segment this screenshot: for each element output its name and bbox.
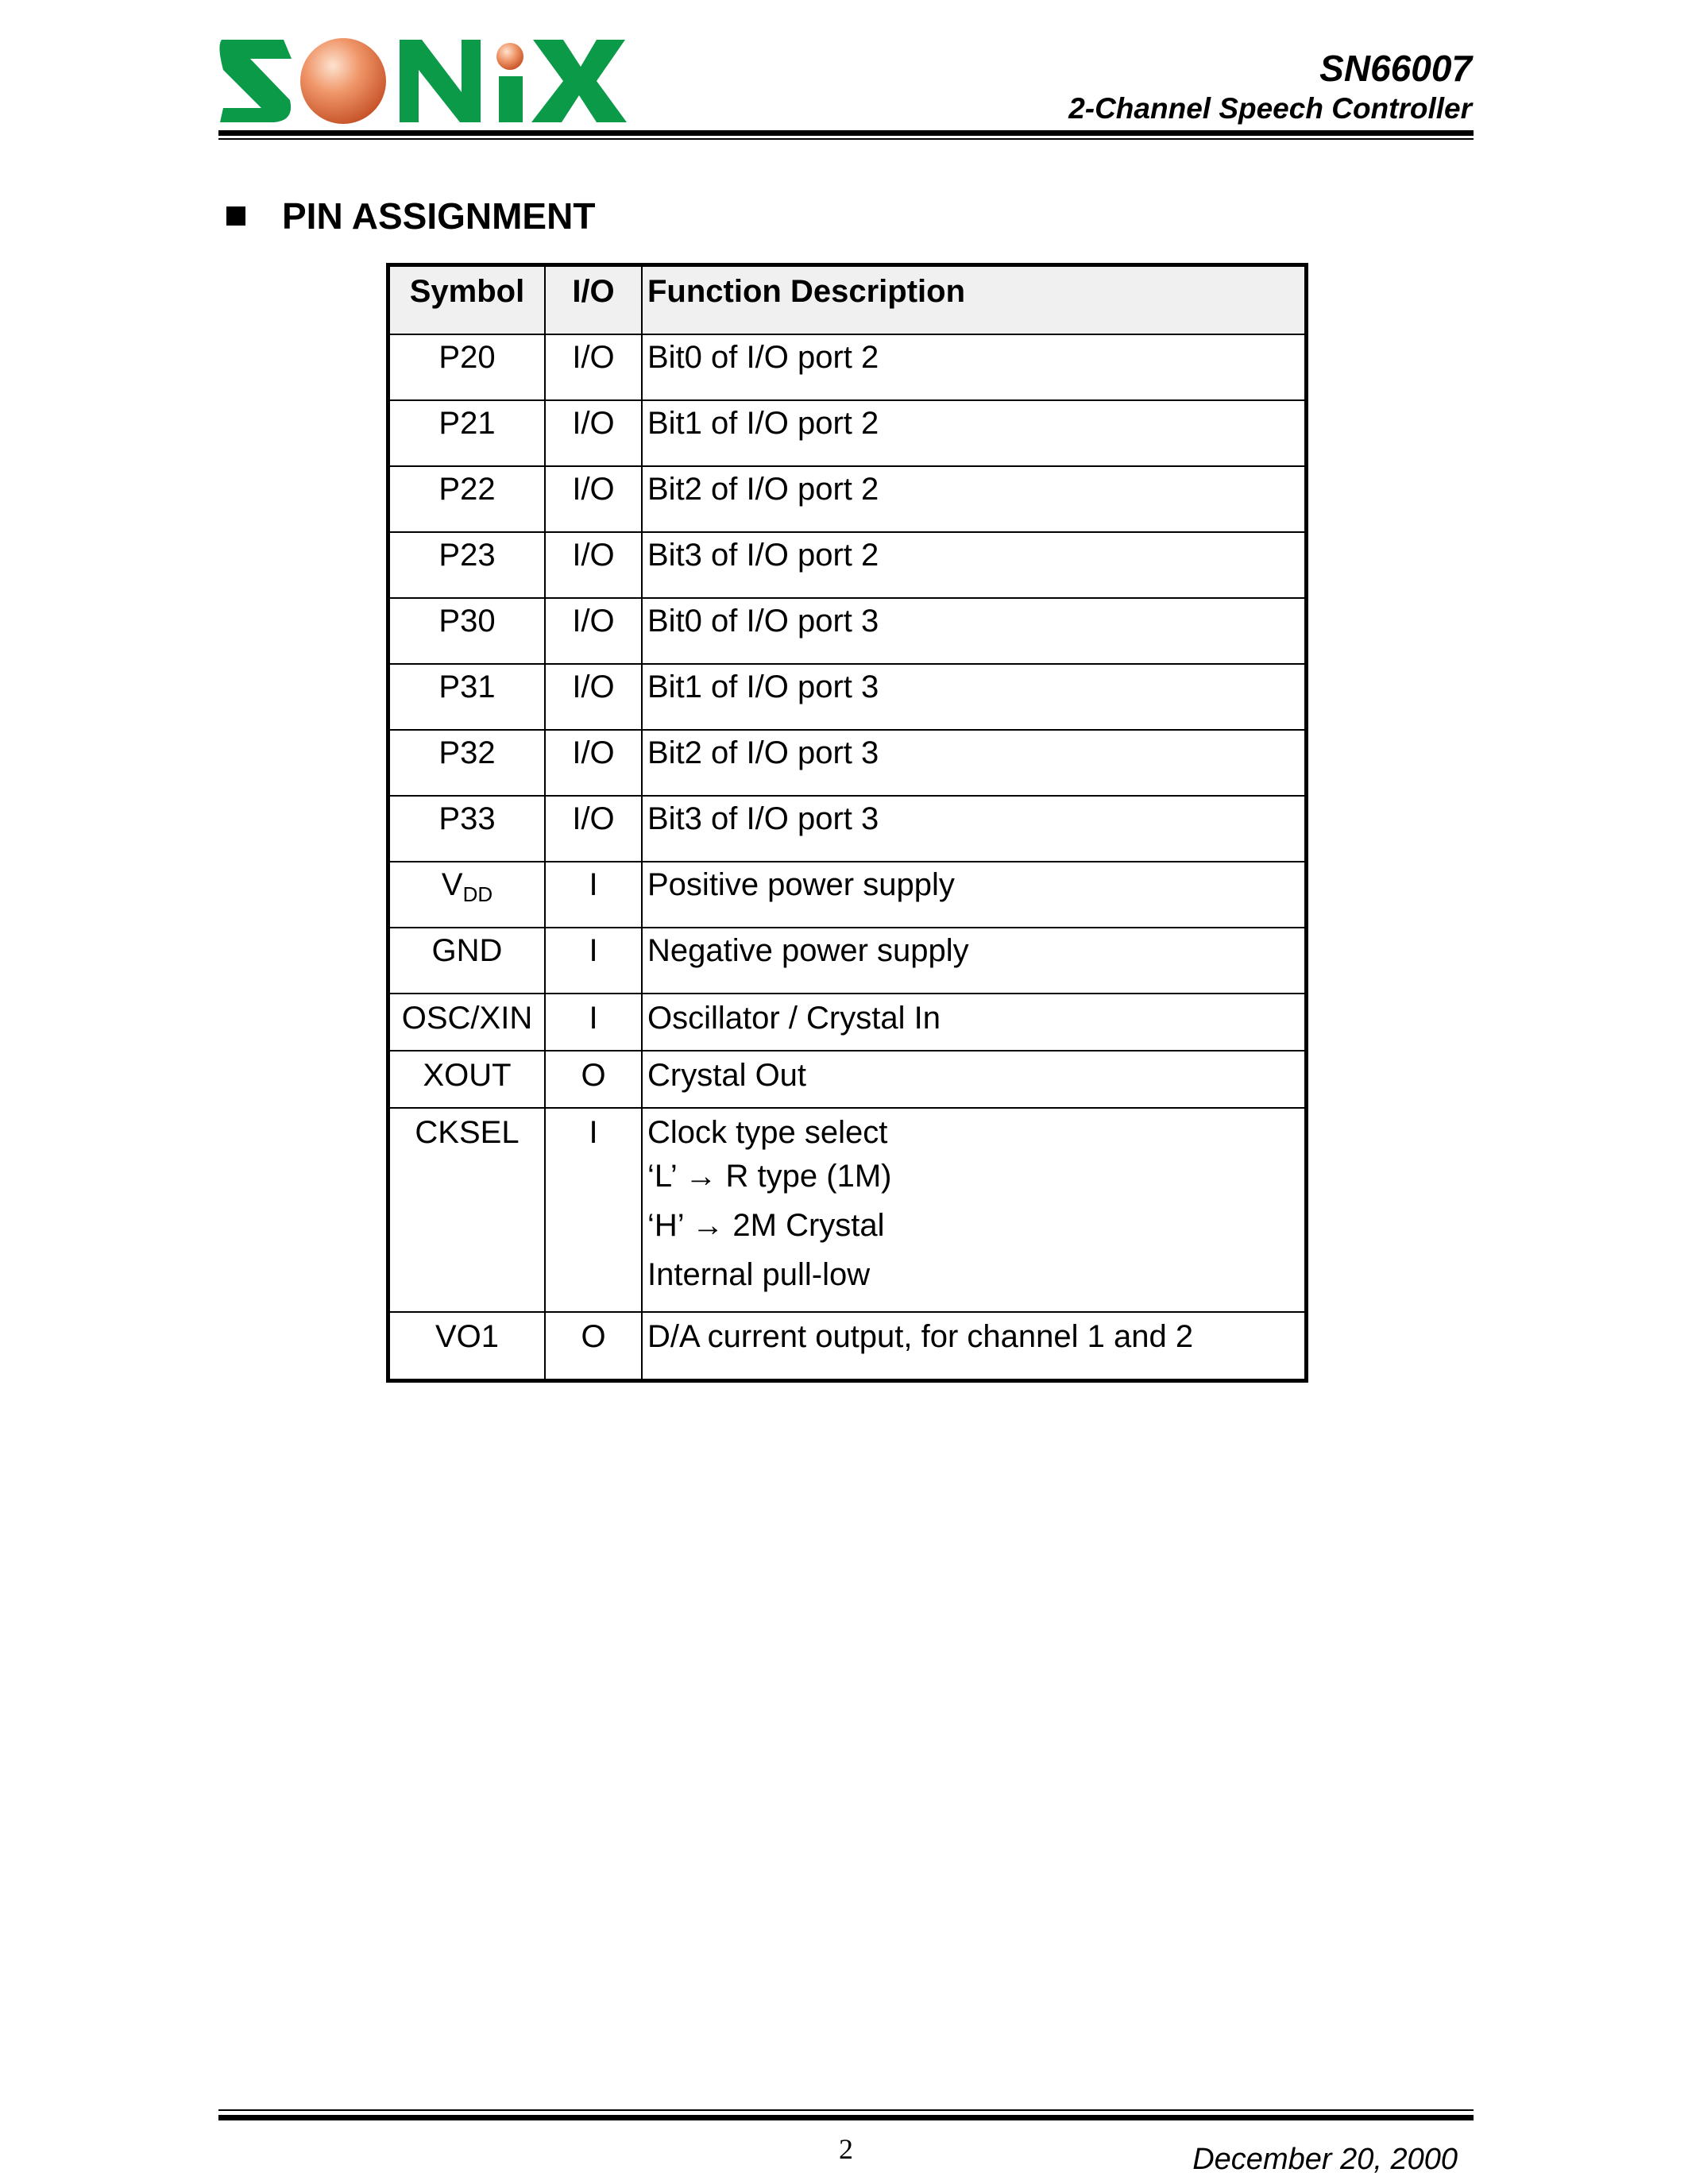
pin-description: Bit3 of I/O port 3 bbox=[642, 796, 1307, 862]
document-id: SN66007 bbox=[1319, 48, 1472, 89]
pin-description: Oscillator / Crystal In bbox=[642, 994, 1307, 1051]
pin-description: Bit3 of I/O port 2 bbox=[642, 532, 1307, 598]
description-line: Clock type select bbox=[647, 1115, 888, 1150]
pin-symbol-subscript: DD bbox=[462, 882, 493, 906]
table-row bbox=[388, 466, 1307, 532]
sonix-logo bbox=[218, 35, 628, 127]
pin-io: I/O bbox=[545, 598, 642, 664]
logo-letter-x bbox=[531, 40, 627, 122]
pin-io: I bbox=[545, 862, 642, 928]
logo-letter-i bbox=[499, 76, 523, 122]
table-row bbox=[388, 400, 1307, 466]
footer-rule-thick bbox=[218, 2115, 1474, 2120]
pin-symbol: VO1 bbox=[388, 1312, 546, 1381]
pin-io: I bbox=[545, 1108, 642, 1312]
pin-symbol: GND bbox=[388, 928, 546, 994]
pin-description: Bit1 of I/O port 2 bbox=[642, 400, 1307, 466]
table-row bbox=[388, 862, 1307, 928]
header-rule-thick bbox=[218, 130, 1474, 136]
table-row bbox=[388, 730, 1307, 796]
pin-io: I/O bbox=[545, 400, 642, 466]
pin-io: O bbox=[545, 1312, 642, 1381]
pin-io: I/O bbox=[545, 730, 642, 796]
logo-letter-n bbox=[400, 40, 481, 122]
table-row bbox=[388, 664, 1307, 730]
page-number: 2 bbox=[839, 2133, 853, 2165]
pin-symbol: P31 bbox=[388, 664, 546, 730]
header-symbol: Symbol bbox=[388, 265, 546, 335]
pin-io: I/O bbox=[545, 466, 642, 532]
pin-symbol: OSC/XIN bbox=[388, 994, 546, 1051]
pin-symbol: P21 bbox=[388, 400, 546, 466]
logo-i-dot bbox=[496, 43, 523, 70]
pin-symbol: P22 bbox=[388, 466, 546, 532]
pin-io: I bbox=[545, 994, 642, 1051]
document-header bbox=[1068, 46, 1472, 127]
pin-symbol: P33 bbox=[388, 796, 546, 862]
pin-description: Negative power supply bbox=[642, 928, 1307, 994]
document-subtitle: 2-Channel Speech Controller bbox=[1068, 92, 1472, 125]
pin-assignment-table bbox=[386, 263, 1308, 1383]
table-row bbox=[388, 994, 1307, 1051]
pin-description: Crystal Out bbox=[642, 1051, 1307, 1108]
pin-io: I/O bbox=[545, 532, 642, 598]
pin-symbol: XOUT bbox=[388, 1051, 546, 1108]
table-row bbox=[388, 928, 1307, 994]
description-line: ‘H’ → 2M Crystal bbox=[647, 1208, 885, 1243]
logo-letter-s bbox=[219, 40, 292, 122]
pin-io: I/O bbox=[545, 796, 642, 862]
pin-io: I bbox=[545, 928, 642, 994]
pin-symbol: CKSEL bbox=[388, 1108, 546, 1312]
header-rule-thin bbox=[218, 138, 1474, 140]
footer-rule-thin bbox=[218, 2109, 1474, 2111]
table-row bbox=[388, 796, 1307, 862]
table-row bbox=[388, 1108, 1307, 1312]
pin-description: Bit0 of I/O port 2 bbox=[642, 334, 1307, 400]
description-line: ‘L’ → R type (1M) bbox=[647, 1159, 892, 1194]
pin-symbol: P20 bbox=[388, 334, 546, 400]
pin-description bbox=[642, 1108, 1307, 1312]
table-row bbox=[388, 334, 1307, 400]
pin-description: D/A current output, for channel 1 and 2 bbox=[642, 1312, 1307, 1381]
table-row bbox=[388, 598, 1307, 664]
pin-symbol: P30 bbox=[388, 598, 546, 664]
pin-description: Positive power supply bbox=[642, 862, 1307, 928]
pin-description: Bit1 of I/O port 3 bbox=[642, 664, 1307, 730]
pin-description: Bit0 of I/O port 3 bbox=[642, 598, 1307, 664]
pin-symbol-main: V bbox=[441, 867, 463, 902]
header-io: I/O bbox=[545, 265, 642, 335]
description-line: Internal pull-low bbox=[647, 1257, 871, 1292]
section-heading bbox=[226, 194, 595, 238]
section-title: PIN ASSIGNMENT bbox=[282, 195, 596, 237]
pin-io: I/O bbox=[545, 664, 642, 730]
logo-sphere bbox=[300, 38, 386, 124]
pin-symbol: P32 bbox=[388, 730, 546, 796]
square-bullet-icon bbox=[226, 206, 245, 226]
table-row bbox=[388, 532, 1307, 598]
pin-description: Bit2 of I/O port 3 bbox=[642, 730, 1307, 796]
table-row bbox=[388, 1051, 1307, 1108]
header-function-description: Function Description bbox=[642, 265, 1307, 335]
table-row bbox=[388, 1312, 1307, 1381]
footer-date: December 20, 2000 bbox=[1192, 2143, 1458, 2176]
pin-io: O bbox=[545, 1051, 642, 1108]
pin-symbol: P23 bbox=[388, 532, 546, 598]
pin-io: I/O bbox=[545, 334, 642, 400]
table-header-row bbox=[388, 265, 1307, 335]
pin-symbol bbox=[388, 862, 546, 928]
pin-description: Bit2 of I/O port 2 bbox=[642, 466, 1307, 532]
